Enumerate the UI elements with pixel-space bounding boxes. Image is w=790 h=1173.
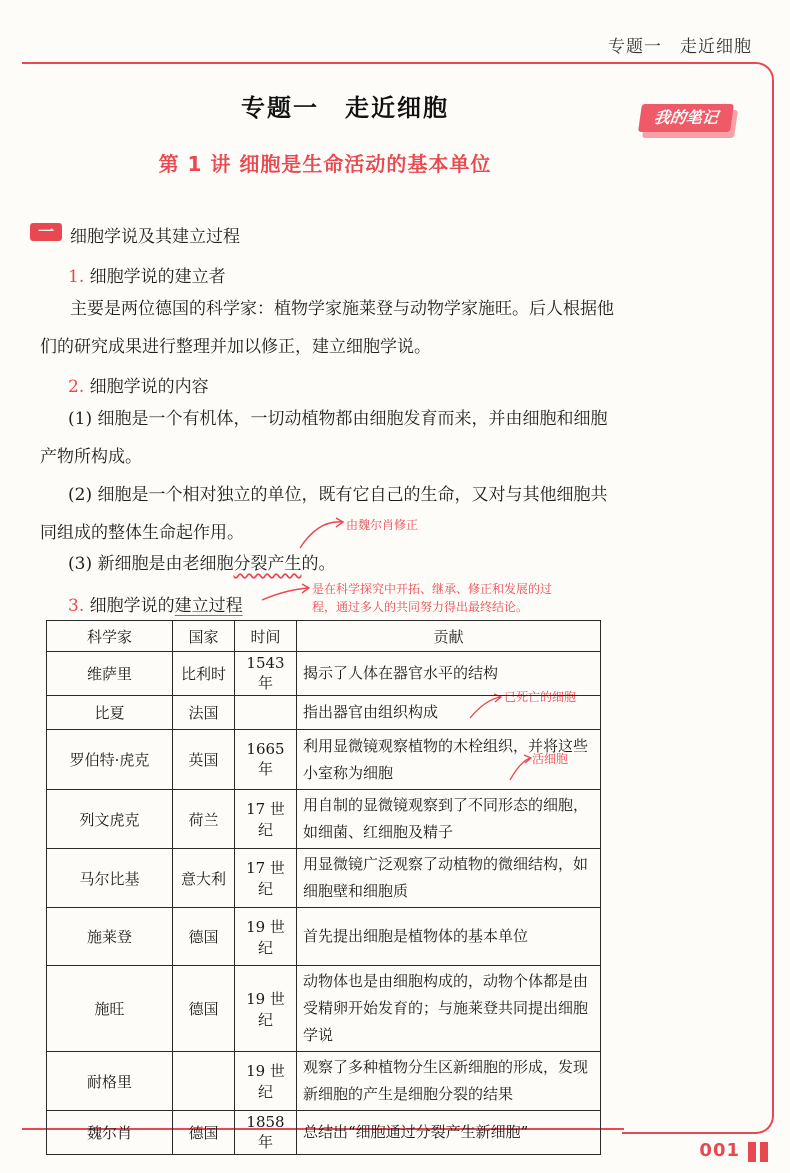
- cell-contribution: 用显微镜广泛观察了动植物的微细结构，如细胞壁和细胞质: [297, 849, 601, 908]
- section-title: 细胞学说及其建立过程: [70, 227, 240, 247]
- cell-country: 比利时: [173, 652, 235, 696]
- table-row: [47, 849, 601, 908]
- cell-country: 德国: [173, 1111, 235, 1155]
- page-number: 001: [699, 1140, 740, 1161]
- my-notes-tag: 我的笔记: [638, 104, 734, 132]
- table-row: [47, 1052, 601, 1111]
- cell-contribution: 指出器官由组织构成: [297, 696, 601, 730]
- cell-country: 德国: [173, 966, 235, 1052]
- table-row: [47, 966, 601, 1052]
- table-row: [47, 908, 601, 966]
- content-item-3: [68, 552, 335, 576]
- item3-prefix: (3) 新细胞是由老细胞: [68, 554, 234, 574]
- subheading-process: [68, 591, 243, 616]
- item3-suffix: 的。: [301, 554, 336, 574]
- table-header-row: [47, 621, 601, 652]
- page-marker-bar: [748, 1142, 756, 1162]
- lecture-title: 第 1 讲 细胞是生命活动的基本单位: [158, 152, 492, 176]
- cell-time: 19 世纪: [235, 966, 297, 1052]
- cell-contribution: 利用显微镜观察植物的木栓组织，并将这些小室称为细胞: [297, 730, 601, 790]
- cell-contribution: 用自制的显微镜观察到了不同形态的细胞，如细菌、红细胞及精子: [297, 790, 601, 849]
- subheading-underlined: 建立过程: [174, 596, 243, 616]
- cell-country: 法国: [173, 696, 235, 730]
- cell-scientist: 维萨里: [47, 652, 173, 696]
- subheading-content: [68, 372, 209, 397]
- annotation-process-1: 是在科学探究中开拓、继承、修正和发展的过: [312, 582, 553, 596]
- cell-time: 19 世纪: [235, 908, 297, 966]
- subheading-number: 3.: [68, 596, 85, 616]
- cell-scientist: 耐格里: [47, 1052, 173, 1111]
- subheading-label: 细胞学说的建立者: [89, 267, 226, 287]
- subheading-label: 细胞学说的: [89, 596, 175, 616]
- cell-time: 1665 年: [235, 730, 297, 790]
- cell-contribution: 动物体也是由细胞构成的，动物个体都是由受精卵开始发育的；与施莱登共同提出细胞学说: [297, 966, 601, 1052]
- running-header: 专题一 走近细胞: [608, 37, 752, 57]
- header-rule: [22, 62, 622, 64]
- page-marker-bar: [760, 1142, 768, 1162]
- cell-contribution: 总结出“细胞通过分裂产生新细胞”: [297, 1111, 601, 1155]
- cell-contribution: 观察了多种植物分生区新细胞的形成，发现新细胞的产生是细胞分裂的结果: [297, 1052, 601, 1111]
- annotation-living-cell: 活细胞: [532, 752, 569, 766]
- cell-country: 德国: [173, 908, 235, 966]
- cell-time: 19 世纪: [235, 1052, 297, 1111]
- arrowhead-process: [302, 584, 309, 593]
- scientist-table: [46, 620, 601, 1155]
- item3-highlight: 分裂产生: [233, 554, 302, 574]
- header-contribution: 贡献: [297, 621, 601, 652]
- content-item-2: (2) 细胞是一个相对独立的单位，既有它自己的生命，又对与其他细胞共同组成的整体生命起作用。: [40, 485, 608, 543]
- arrow-process: [262, 588, 308, 600]
- cell-scientist: 魏尔肖: [47, 1111, 173, 1155]
- annotation-virchow: 由魏尔肖修正: [346, 518, 419, 532]
- cell-scientist: 列文虎克: [47, 790, 173, 849]
- cell-time: 17 世纪: [235, 849, 297, 908]
- cell-country: [173, 1052, 235, 1111]
- cell-scientist: 马尔比基: [47, 849, 173, 908]
- cell-time: 1543 年: [235, 652, 297, 696]
- annotation-process-2: 程，通过多人的共同努力得出最终结论。: [312, 600, 529, 614]
- cell-time: 1858 年: [235, 1111, 297, 1155]
- subheading-founders: [68, 262, 226, 287]
- cell-time: 17 世纪: [235, 790, 297, 849]
- cell-country: 英国: [173, 730, 235, 790]
- cell-scientist: 施旺: [47, 966, 173, 1052]
- cell-country: 荷兰: [173, 790, 235, 849]
- header-scientist: 科学家: [47, 621, 173, 652]
- header-time: 时间: [235, 621, 297, 652]
- annotation-dead-cell: 已死亡的细胞: [504, 690, 577, 704]
- subheading-number: 1.: [68, 267, 85, 287]
- table-row: [47, 652, 601, 696]
- table-row: [47, 790, 601, 849]
- cell-contribution: 揭示了人体在器官水平的结构: [297, 652, 601, 696]
- subheading-label: 细胞学说的内容: [89, 377, 209, 397]
- header-country: 国家: [173, 621, 235, 652]
- page-title: 专题一 走近细胞: [241, 94, 449, 122]
- cell-scientist: 罗伯特·虎克: [47, 730, 173, 790]
- content-item-1: (1) 细胞是一个有机体，一切动植物都由细胞发育而来，并由细胞和细胞产物所构成。: [40, 409, 608, 467]
- table-row: [47, 696, 601, 730]
- notes-margin-frame: [622, 62, 774, 1134]
- subheading-number: 2.: [68, 377, 85, 397]
- cell-scientist: 施莱登: [47, 908, 173, 966]
- founders-paragraph: 主要是两位德国的科学家：植物学家施莱登与动物学家施旺。后人根据他们的研究成果进行整理并加以修正，建立细胞学说。: [40, 299, 614, 357]
- cell-time: [235, 696, 297, 730]
- cell-contribution: 首先提出细胞是植物体的基本单位: [297, 908, 601, 966]
- table-row: [47, 1111, 601, 1155]
- cell-country: 意大利: [173, 849, 235, 908]
- cell-scientist: 比夏: [47, 696, 173, 730]
- section-badge: 一: [30, 223, 62, 241]
- table-row: [47, 730, 601, 790]
